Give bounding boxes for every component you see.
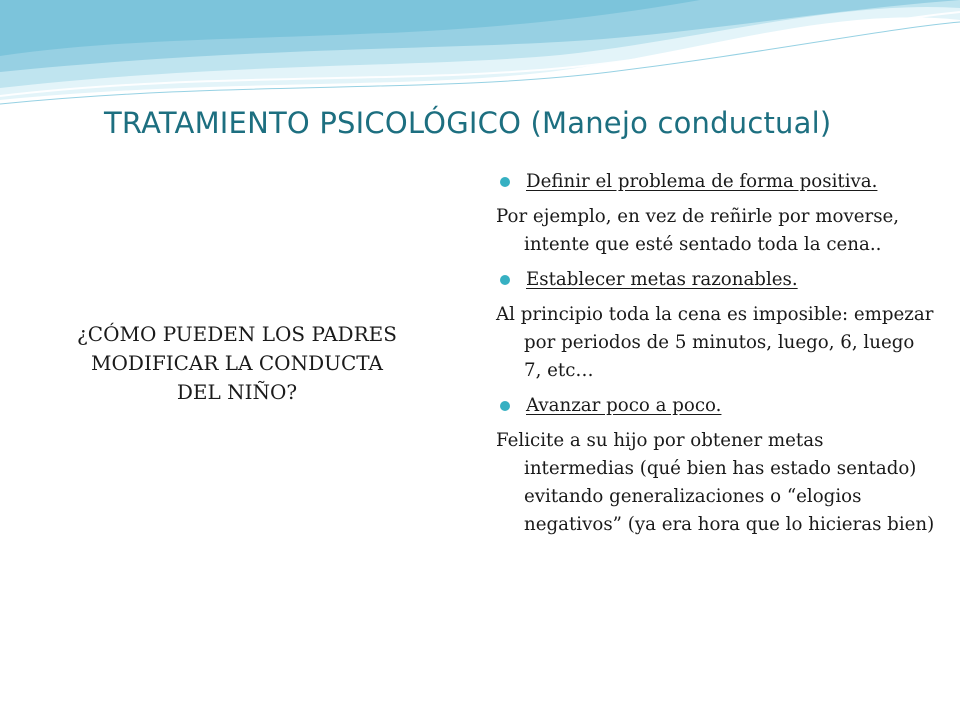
decorative-wave-header xyxy=(0,0,960,110)
question-text: ¿CÓMO PUEDEN LOS PADRES MODIFICAR LA CONDUCTA DEL NIÑO? xyxy=(77,322,397,404)
slide-title: TRATAMIENTO PSICOLÓGICO (Manejo conductual) xyxy=(104,106,832,140)
bullet-dot-icon xyxy=(500,177,510,187)
detail-paragraph: Felicite a su hijo por obtener metas intermedias (qué bien has estado sentado) evitando generalizaciones o “elogios negativos” (ya era hora que lo hicieras bien) xyxy=(496,430,935,535)
bullet-text: Definir el problema de forma positiva. xyxy=(526,171,878,192)
bullet-text: Establecer metas razonables. xyxy=(526,269,798,290)
detail-paragraph: Por ejemplo, en vez de reñirle por moverse, intente que esté sentado toda la cena.. xyxy=(496,206,900,255)
bullet-item xyxy=(496,266,936,294)
bullet-text: Avanzar poco a poco. xyxy=(526,395,722,416)
detail-paragraph: Al principio toda la cena es imposible: empezar por periodos de 5 minutos, luego, 6, luego 7, etc… xyxy=(496,304,934,381)
bullet-item xyxy=(496,392,936,420)
bullet-dot-icon xyxy=(500,275,510,285)
bullet-dot-icon xyxy=(500,401,510,411)
content-list xyxy=(496,168,936,546)
bullet-item xyxy=(496,168,936,196)
